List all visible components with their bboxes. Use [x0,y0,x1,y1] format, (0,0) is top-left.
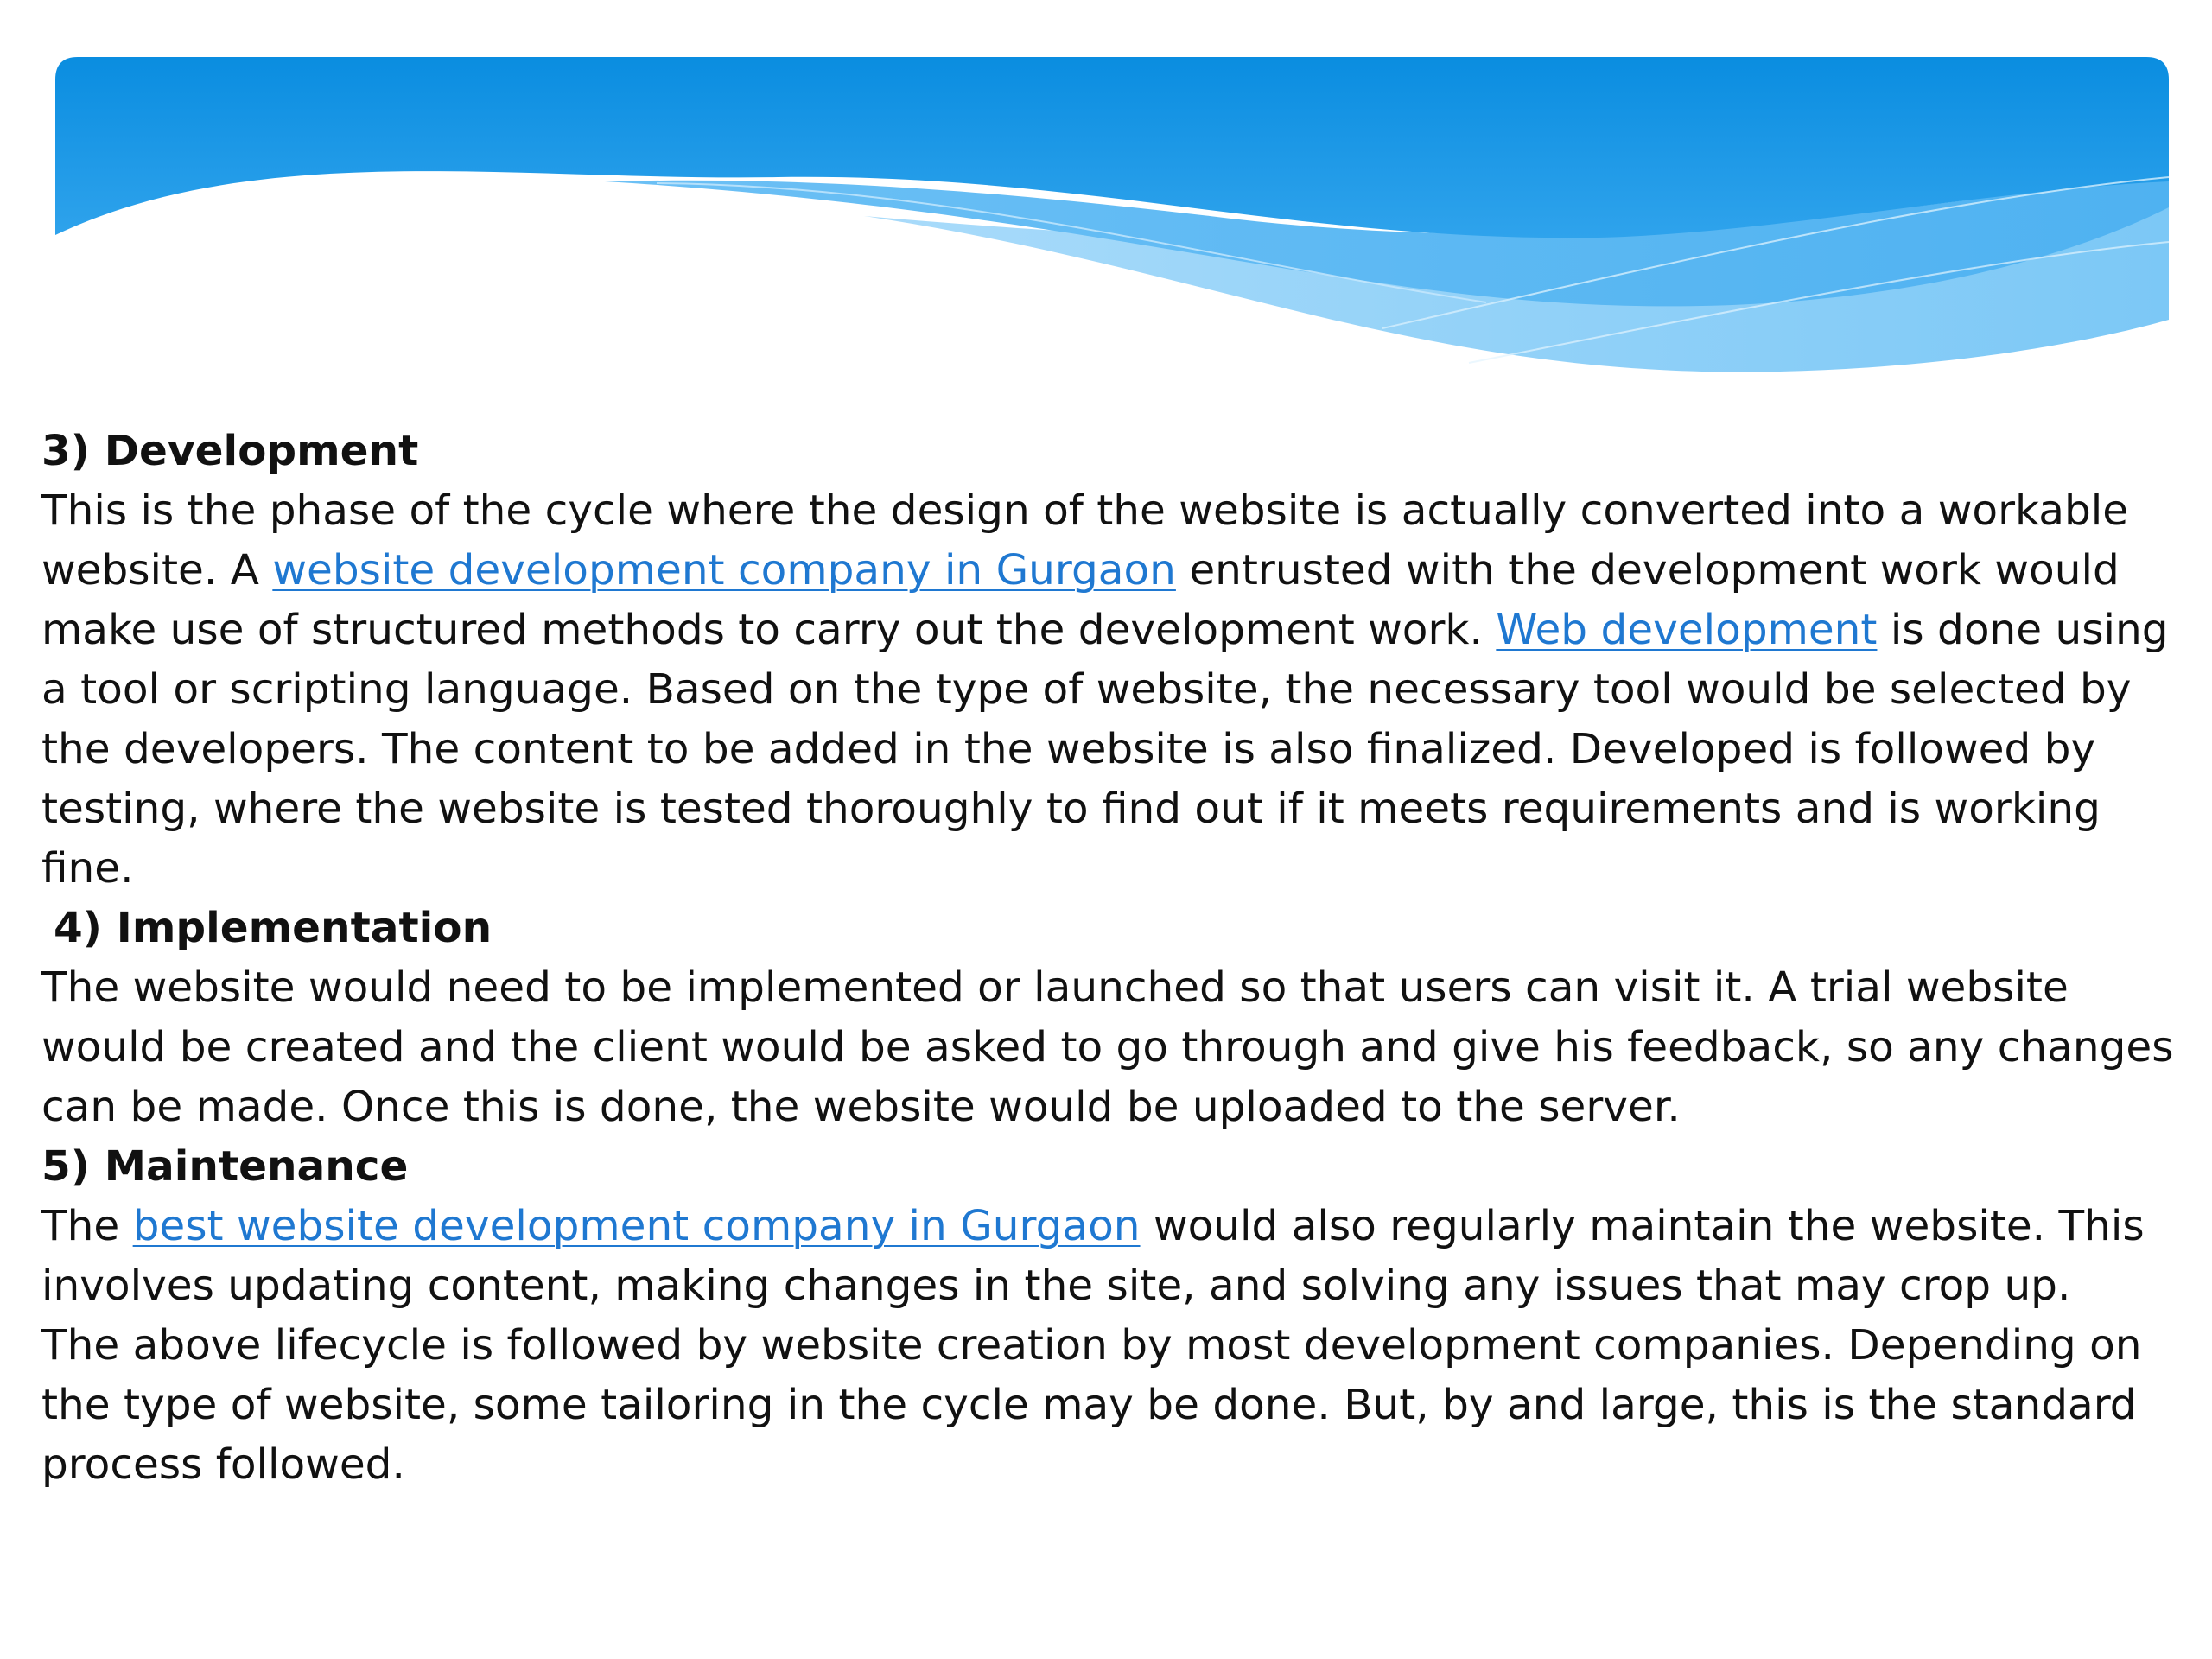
maintenance-line-1-end: would also regularly maintain the website. This [1140,1202,2145,1250]
implementation-line-3: can be made. Once this is done, the website would be uploaded to the server. [41,1083,1681,1131]
development-line-3 [41,601,2184,660]
maintenance-line-1 [41,1197,2184,1256]
development-line-3-start: make use of structured methods to carry out the development work. [41,606,1497,654]
maintenance-line-5: process followed. [41,1440,405,1489]
heading-development: 3) Development [41,427,419,475]
development-line-2-end: entrusted with the development work would [1175,546,2120,594]
header-wave-banner [0,0,2212,397]
development-line-4: a tool or scripting language. Based on the type of website, the necessary tool would be selected by [41,665,2132,714]
maintenance-line-4: the type of website, some tailoring in the cycle may be done. But, by and large, this is the standard [41,1381,2137,1429]
development-line-5: the developers. The content to be added in the website is also finalized. Developed is followed by [41,725,2096,773]
development-line-1: This is the phase of the cycle where the design of the website is actually converted into a workable [41,486,2129,535]
link-website-development-company[interactable]: website development company in Gurgaon [272,546,1176,594]
slide-body [41,422,2184,1495]
development-line-7: fine. [41,844,134,893]
development-line-3-end: is done using [1877,606,2169,654]
heading-implementation: 4) Implementation [54,904,493,952]
development-line-2 [41,541,2184,601]
implementation-line-1: The website would need to be implemented or launched so that users can visit it. A trial website [41,963,2069,1012]
maintenance-line-1-start: The [41,1202,133,1250]
link-best-website-development-company[interactable]: best website development company in Gurgaon [132,1202,1141,1250]
heading-maintenance: 5) Maintenance [41,1142,409,1191]
development-line-6: testing, where the website is tested thoroughly to find out if it meets requirements and is working [41,785,2101,833]
development-line-2-start: website. A [41,546,273,594]
link-web-development[interactable]: Web development [1496,606,1878,654]
maintenance-line-2: involves updating content, making changes in the site, and solving any issues that may crop up. [41,1262,2071,1310]
maintenance-line-3: The above lifecycle is followed by website creation by most development companies. Depending on [41,1321,2142,1370]
implementation-line-2: would be created and the client would be asked to go through and give his feedback, so any changes [41,1023,2174,1071]
